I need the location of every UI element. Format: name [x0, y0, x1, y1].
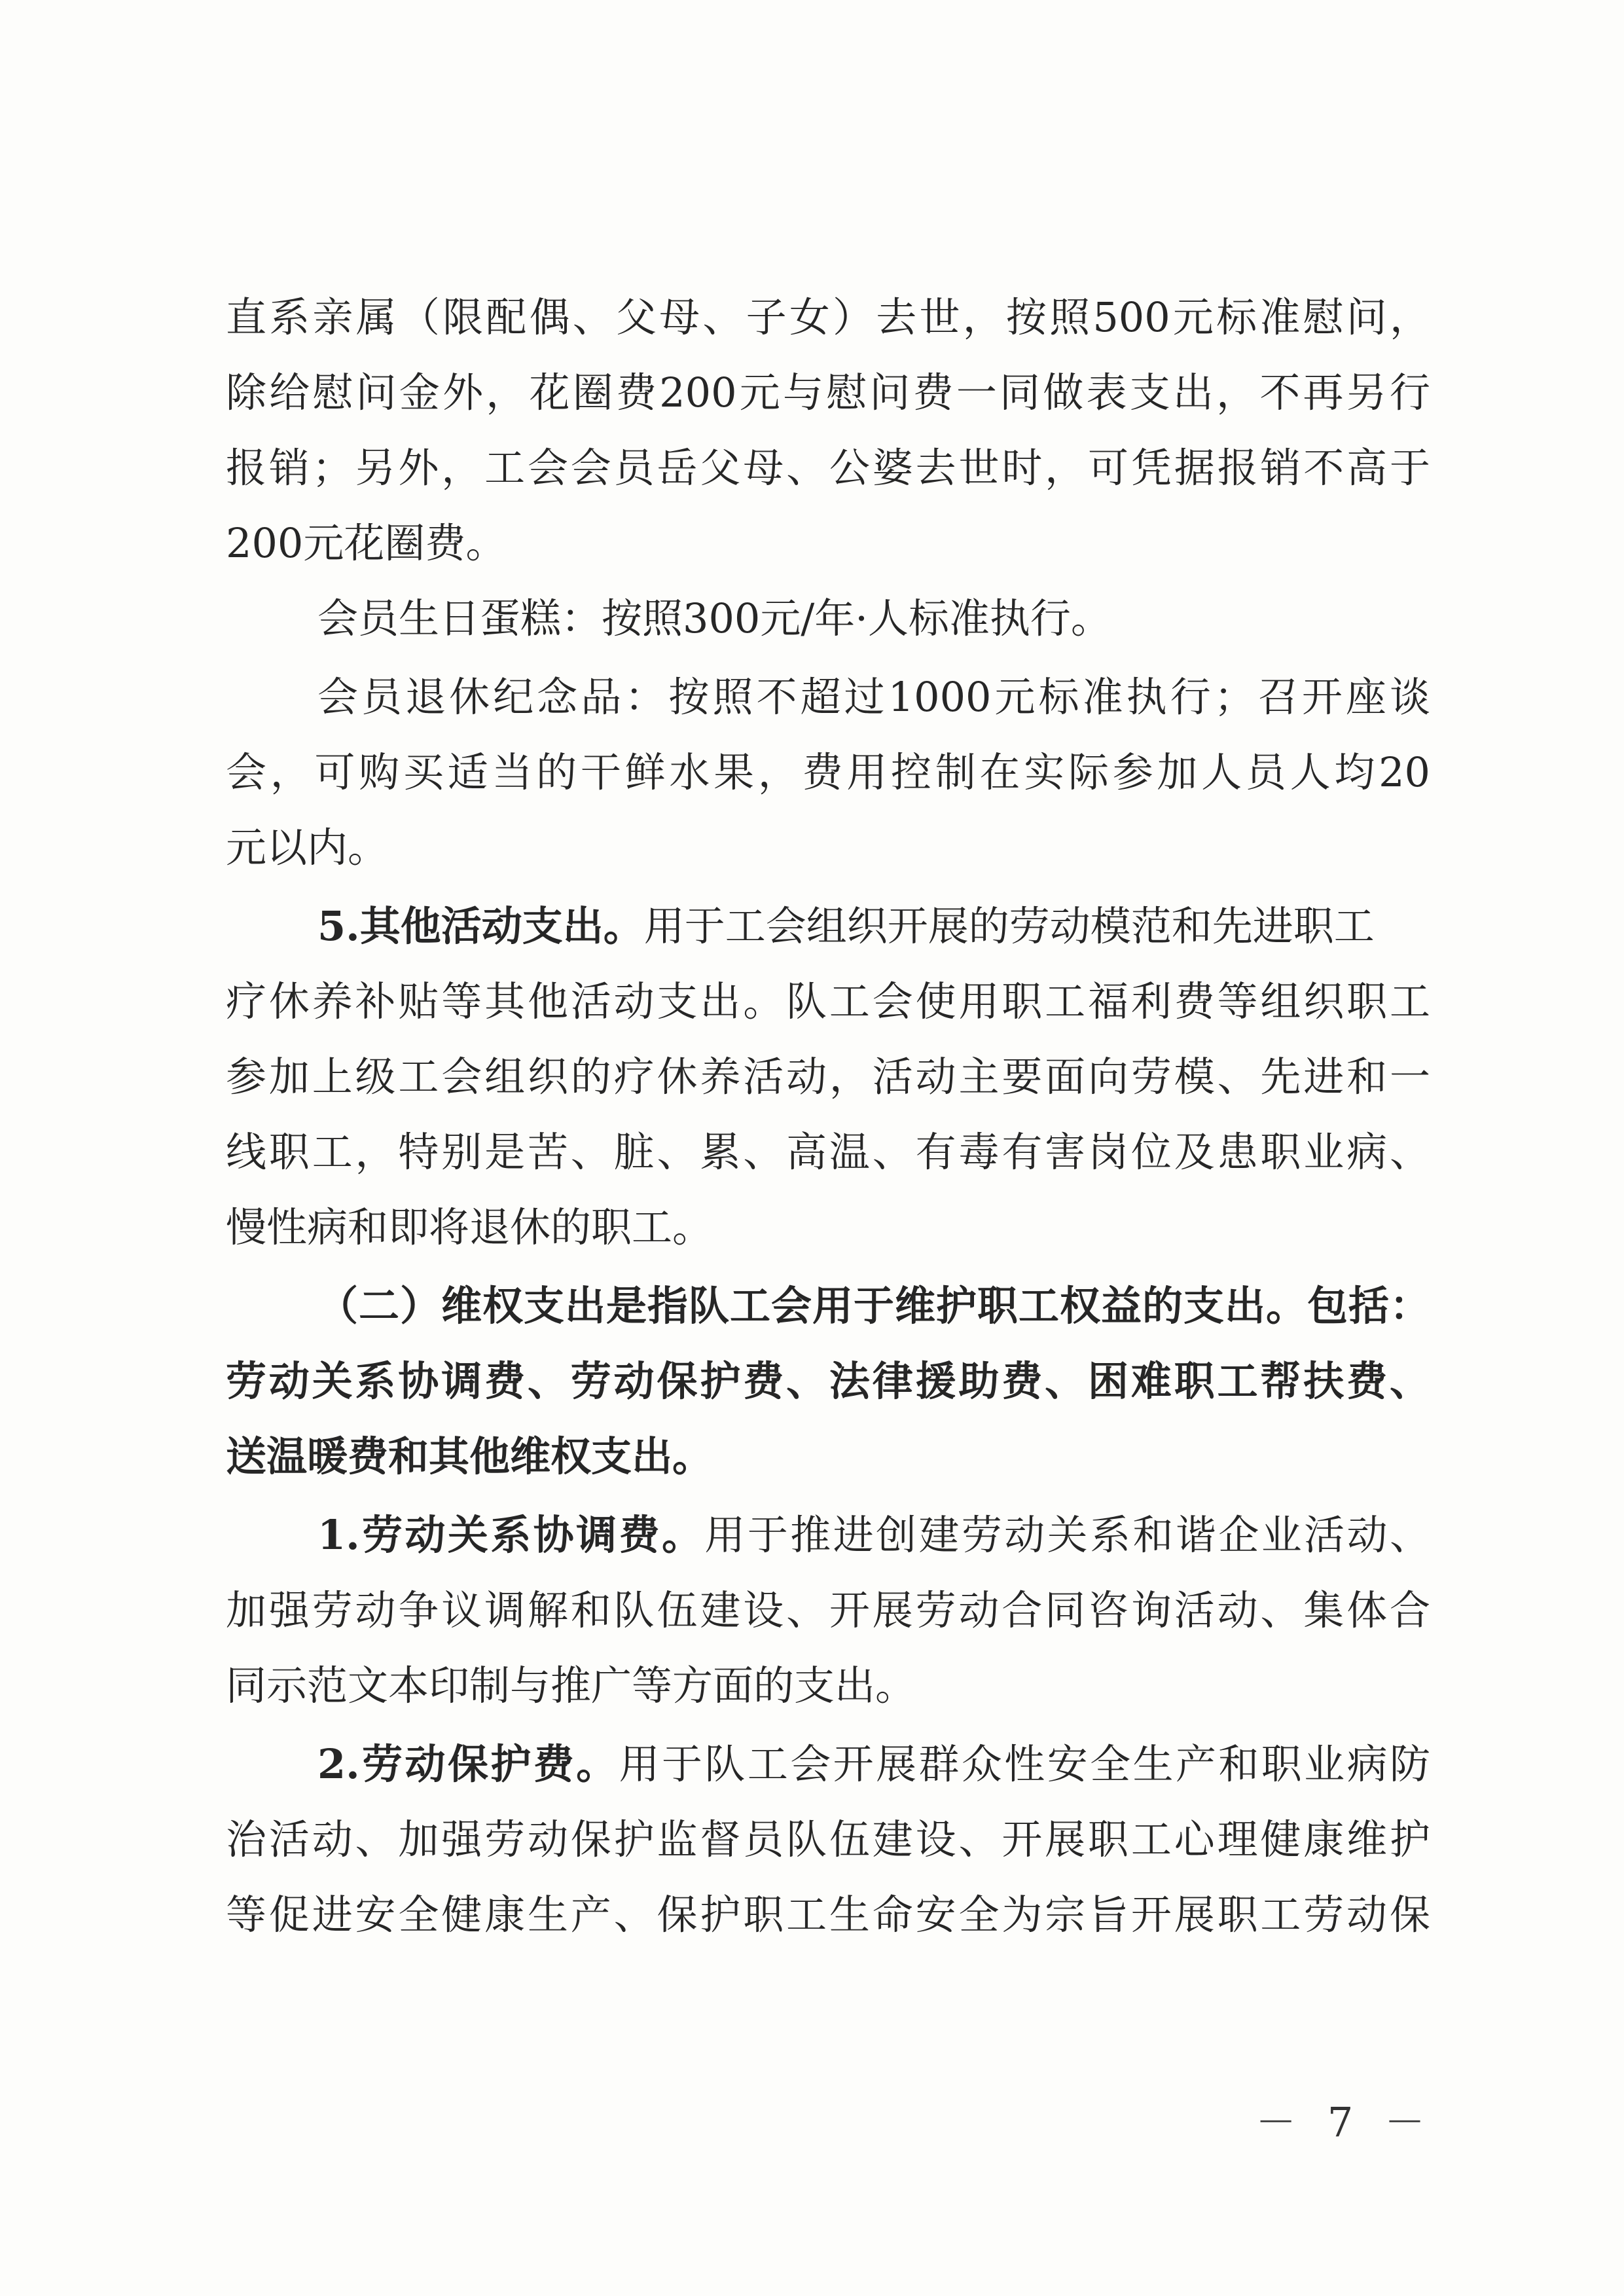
- body-line: 加强劳动争议调解和队伍建设、开展劳动合同咨询活动、集体合: [226, 1586, 1430, 1634]
- section-heading-line: 送温暖费和其他维权支出。: [226, 1432, 713, 1480]
- item-text: 用于工会组织开展的劳动模范和先进职工: [643, 902, 1375, 950]
- paragraph-line: [317, 1738, 1430, 1791]
- body-line: 元以内。: [226, 824, 389, 871]
- paragraph-line: [317, 1509, 1430, 1561]
- page-number: － 7 －: [1255, 2098, 1434, 2146]
- body-line: 会，可购买适当的干鲜水果，费用控制在实际参加人员人均20: [226, 748, 1430, 796]
- body-line: 线职工，特别是苦、脏、累、高温、有毒有害岗位及患职业病、: [226, 1128, 1430, 1176]
- item-heading: 1.劳动关系协调费。: [317, 1511, 705, 1559]
- body-line: 报销；另外，工会会员岳父母、公婆去世时，可凭据报销不高于: [226, 444, 1430, 492]
- body-line: 会员退休纪念品：按照不超过1000元标准执行；召开座谈: [317, 673, 1430, 721]
- section-heading-line: 劳动关系协调费、劳动保护费、法律援助费、困难职工帮扶费、: [226, 1357, 1430, 1405]
- body-line: 治活动、加强劳动保护监督员队伍建设、开展职工心理健康维护: [226, 1815, 1430, 1863]
- body-line: 会员生日蛋糕：按照300元/年·人标准执行。: [317, 594, 1111, 642]
- body-line: 200元花圈费。: [226, 519, 507, 567]
- item-heading: 5.其他活动支出。: [317, 902, 644, 950]
- item-text: 用于推进创建劳动关系和谐企业活动、: [704, 1511, 1430, 1559]
- body-line: 直系亲属（限配偶、父母、子女）去世，按照500元标准慰问，: [226, 293, 1430, 341]
- item-heading: 2.劳动保护费。: [317, 1740, 619, 1788]
- body-line: 慢性病和即将退休的职工。: [226, 1203, 713, 1251]
- body-line: 同示范文本印制与推广等方面的支出。: [226, 1662, 916, 1709]
- body-line: 参加上级工会组织的疗休养活动，活动主要面向劳模、先进和一: [226, 1053, 1430, 1101]
- body-line: 等促进安全健康生产、保护职工生命安全为宗旨开展职工劳动保: [226, 1891, 1430, 1939]
- body-line: 除给慰问金外，花圈费200元与慰问费一同做表支出，不再另行: [226, 369, 1430, 416]
- section-heading-line: （二）维权支出是指队工会用于维护职工权益的支出。包括：: [317, 1282, 1430, 1330]
- body-line: 疗休养补贴等其他活动支出。队工会使用职工福利费等组织职工: [226, 977, 1430, 1025]
- paragraph-line: [317, 900, 1430, 953]
- item-text: 用于队工会开展群众性安全生产和职业病防: [619, 1740, 1430, 1788]
